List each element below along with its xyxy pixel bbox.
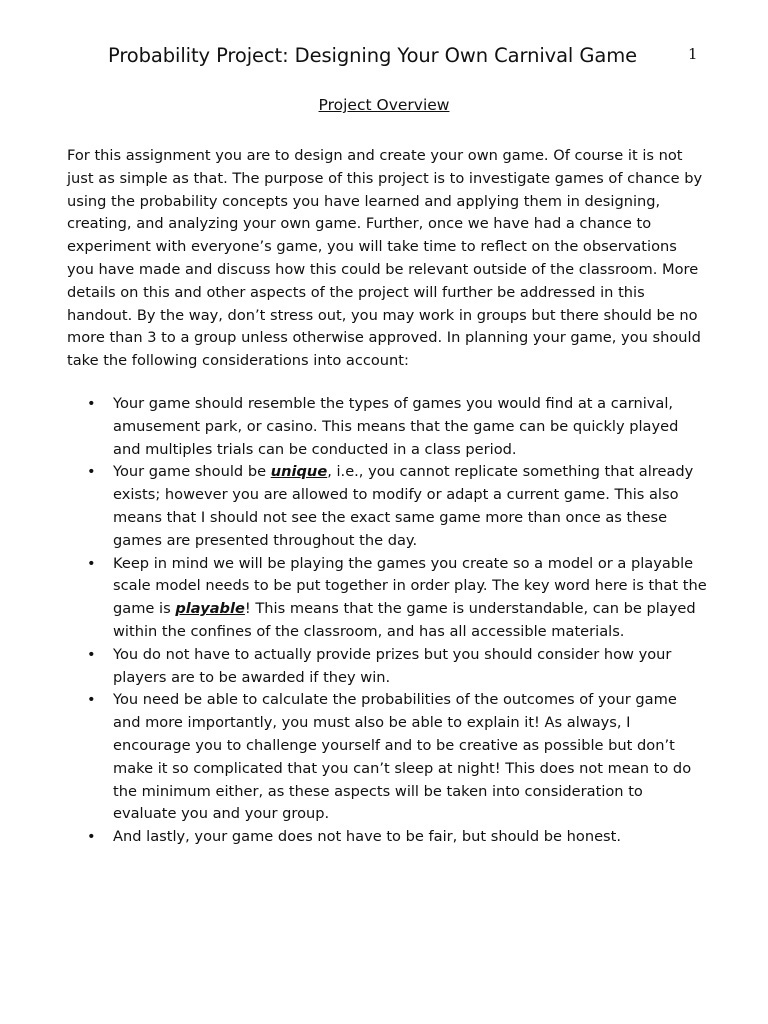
list-item-text-after: ! This means that the game is understandable, can be played within the confines of the classroom, and has all accessible materials. <box>113 600 696 640</box>
list-item-text: And lastly, your game does not have to be fair, but should be honest. <box>113 828 622 846</box>
section-heading: Project Overview <box>318 96 450 114</box>
list-item-text-before: Keep in mind we will be playing the games you create so a model or a playable scale model needs to be put together in order play. The key word here is that the game is <box>113 554 707 618</box>
list-item <box>67 461 707 552</box>
list-item-text-after: , i.e., you cannot replicate something that already exists; however you are allowed to modify or adapt a current game. This also means that I should not see the exact same game more than once as these games are presented throughout the day. <box>113 463 694 549</box>
list-item <box>67 644 707 690</box>
list-item <box>67 689 707 826</box>
bullet-icon: • <box>87 395 96 412</box>
list-item <box>67 553 707 644</box>
bullet-icon: • <box>87 828 96 846</box>
list-item-text: You do not have to actually provide prizes but you should consider how your players are to be awarded if they win. <box>113 645 672 686</box>
emphasis-playable: playable <box>175 600 245 618</box>
bullet-icon: • <box>87 691 96 709</box>
considerations-list <box>67 393 707 849</box>
list-item-text: You need be able to calculate the probabilities of the outcomes of your game and more importantly, you must also be able to explain it! As always, I encourage you to challenge yourself and to be creative as possible but don’t make it so complicated that you can’t sleep at night! This does not mean to do the minimum either, as these aspects will be taken into consideration to evaluate you and your group. <box>113 691 692 823</box>
emphasis-unique: unique <box>270 463 328 481</box>
intro-paragraph: For this assignment you are to design and create your own game. Of course it is not just as simple as that. The purpose of this project is to investigate games of chance by using the probability concepts you have learned and applying them in designing, creating, and analyzing your own game. Further, once we have had a chance to experiment with everyone’s game, you will take time to reflect on the observations you have made and discuss how this could be relevant outside of the classroom. More details on this and other aspects of the project will further be addressed in this handout. By the way, don’t stress out, you may work in groups but there should be no more than 3 to a group unless otherwise approved. In planning your game, you should take the following considerations into account: <box>67 147 703 370</box>
list-item-text-before: Your game should be <box>113 463 271 481</box>
list-item <box>67 826 707 849</box>
list-item <box>67 393 707 461</box>
bullet-icon: • <box>87 645 96 663</box>
document-title: Probability Project: Designing Your Own Carnival Game <box>108 44 637 67</box>
bullet-icon: • <box>87 463 96 481</box>
page-number: 1 <box>688 45 698 63</box>
bullet-icon: • <box>87 554 96 572</box>
list-item-text: Your game should resemble the types of games you would find at a carnival, amusement park, or casino. This means that the game can be quickly played and multiples trials can be conducted in a class period. <box>113 395 679 458</box>
